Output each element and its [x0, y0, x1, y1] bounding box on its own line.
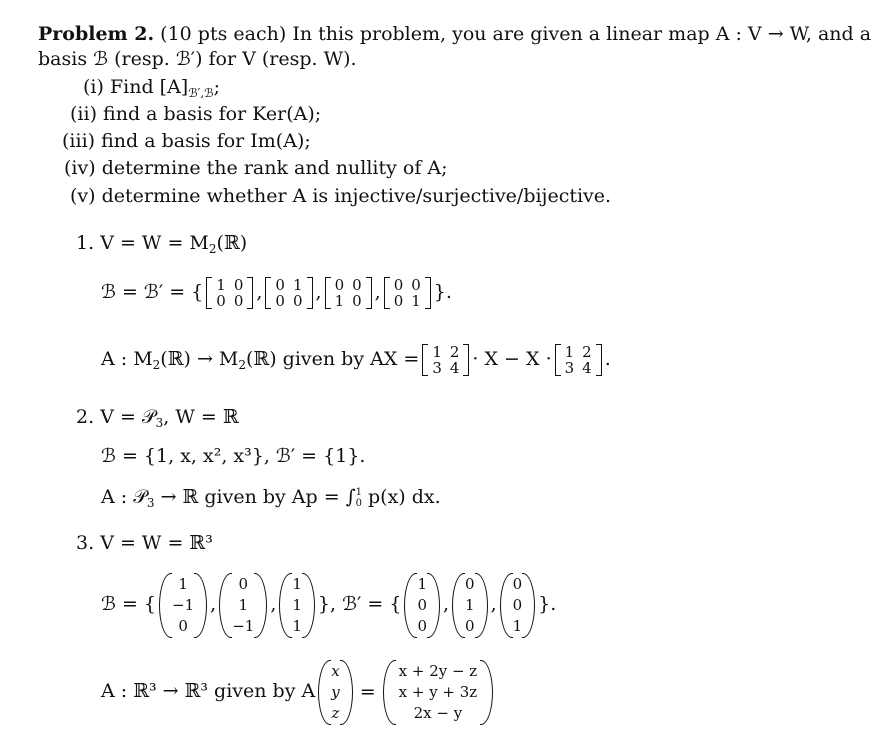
task-item	[70, 184, 611, 208]
part-number: 1.	[76, 232, 95, 254]
basis-matrix	[265, 277, 312, 309]
input-vector	[318, 661, 352, 724]
matrix-entry: 2	[449, 343, 460, 361]
part2-basis-text: ℬ = {1, x, x², x³}, ℬ′ = {1}.	[101, 445, 366, 467]
header-text-2: basis ℬ (resp. ℬ′) for V (resp. W).	[38, 48, 357, 70]
matrix-entry: −1	[232, 616, 255, 635]
matrix-entry: 0	[238, 574, 249, 593]
part-number: 3.	[76, 532, 95, 554]
task-number: (v)	[70, 185, 96, 207]
matrix-entry: 0	[411, 276, 421, 294]
matrix-entry: x	[331, 661, 340, 680]
part1-basis-rhs: }.	[433, 281, 452, 303]
task-item	[70, 102, 321, 126]
header-text-1: In this problem, you are given a linear map A : V → W, and a	[292, 23, 872, 45]
matrix-entry: 0	[465, 616, 475, 635]
part3-basis-rhs: }.	[538, 593, 557, 615]
map-matrix-left	[422, 344, 469, 376]
basis-vector	[452, 574, 488, 637]
matrix-entry: 0	[334, 276, 345, 294]
matrix-entry: 0	[417, 595, 427, 614]
part1-map-end: .	[604, 348, 611, 370]
matrix-entry: 0	[393, 292, 404, 310]
task-text: determine the rank and nullity of A;	[101, 157, 448, 179]
part3-map	[101, 650, 496, 733]
basis-vector	[500, 574, 536, 637]
part1-map-mid: (ℝ) → M	[160, 348, 239, 370]
part1-map-sub1: 2	[152, 358, 161, 372]
matrix-entry: 1	[292, 276, 303, 294]
part2-map-lhs: A : 𝒫	[101, 486, 147, 508]
matrix-entry: −1	[172, 595, 195, 614]
part2-map-rest: → ℝ given by Ap = ∫	[154, 486, 356, 508]
task-text: determine whether A is injective/surjective/bijective.	[101, 185, 612, 207]
part1-basis-lhs: ℬ = ℬ′ = {	[101, 281, 204, 303]
task-item	[83, 75, 220, 105]
problem-header-line1	[38, 22, 871, 46]
part1-field: (ℝ)	[216, 232, 248, 254]
matrix-entry: 0	[233, 292, 244, 310]
matrix-entry: 1	[238, 595, 249, 614]
matrix-entry: 1	[564, 343, 575, 361]
matrix-entry: 0	[512, 574, 523, 593]
part2-space-sub: 3	[155, 416, 164, 430]
matrix-entry: 1	[178, 574, 188, 593]
basis-matrix	[325, 277, 372, 309]
task-tail: ;	[213, 76, 221, 98]
matrix-entry: 0	[292, 292, 303, 310]
matrix-entry: 0	[275, 292, 285, 310]
basis-vector	[219, 574, 267, 637]
matrix-entry: 0	[417, 616, 427, 635]
task-item	[64, 156, 448, 180]
matrix-entry: 0	[275, 276, 285, 294]
basis-vector	[159, 574, 207, 637]
part2-map-end: p(x) dx.	[361, 486, 441, 508]
matrix-entry: 1	[216, 276, 226, 294]
basis-vector	[404, 574, 440, 637]
points-note: (10 pts each)	[160, 23, 287, 45]
matrix-entry: 2	[582, 343, 592, 361]
part1-map-lhs: A : M	[101, 348, 153, 370]
part1-map-between: · X − X ·	[472, 348, 552, 370]
part2-space	[76, 405, 239, 435]
part1-map-sub2: 2	[238, 358, 247, 372]
matrix-entry: 0	[465, 574, 475, 593]
part1-map-rest: (ℝ) given by AX =	[246, 348, 420, 370]
matrix-entry: 0	[233, 276, 244, 294]
problem-label: Problem 2.	[38, 23, 155, 45]
matrix-entry: 4	[582, 359, 592, 377]
part2-basis	[101, 444, 365, 468]
part3-basis-mid: }, ℬ′ = {	[317, 593, 402, 615]
output-vector	[383, 661, 494, 724]
matrix-entry: 1	[465, 595, 475, 614]
matrix-entry: 0	[512, 595, 523, 614]
task-subscript: ℬ′,ℬ	[188, 86, 214, 100]
part1-space-text: V = W = M	[100, 232, 209, 254]
matrix-entry: y	[331, 682, 340, 701]
task-text: find a basis for Ker(A);	[103, 103, 322, 125]
matrix-entry: 1	[417, 574, 427, 593]
matrix-entry: x + y + 3z	[398, 682, 478, 701]
part1-space	[76, 231, 247, 261]
matrix-entry: 1	[432, 343, 442, 361]
task-number: (iii)	[62, 130, 96, 152]
matrix-entry: x + 2y − z	[398, 661, 478, 680]
part3-basis-lhs: ℬ = {	[101, 593, 157, 615]
problem-header-line2	[38, 47, 357, 71]
integral-upper: 1	[355, 487, 362, 498]
basis-matrix	[384, 277, 431, 309]
part3-basis: ℬ = { 1 −1 0 , 0 1 −1 , 1 1 1 }, ℬ′ = { 1 0 0 , 0 1 0 , 0 0 1 }.	[101, 574, 557, 635]
matrix-entry: 1	[334, 292, 345, 310]
task-text: find a basis for Im(A);	[101, 130, 311, 152]
task-text: Find [A]	[109, 76, 189, 98]
task-number: (ii)	[70, 103, 97, 125]
matrix-entry: 3	[432, 359, 442, 377]
matrix-entry: 1	[292, 574, 302, 593]
task-number: (i)	[83, 76, 104, 98]
part2-space-text: V = 𝒫	[100, 406, 156, 428]
matrix-entry: 1	[411, 292, 421, 310]
basis-vector	[279, 574, 315, 637]
part3-map-lhs: A : ℝ³ → ℝ³ given by A	[101, 680, 316, 702]
map-matrix-right	[555, 344, 602, 376]
matrix-entry: 1	[292, 616, 302, 635]
matrix-entry: 1	[292, 595, 302, 614]
matrix-entry: 0	[352, 292, 362, 310]
matrix-entry: 2x − y	[413, 703, 463, 722]
part3-space	[76, 531, 213, 555]
equals-sign: =	[359, 681, 376, 703]
matrix-entry: 3	[564, 359, 575, 377]
basis-matrix	[206, 277, 253, 309]
part2-space-rest: , W = ℝ	[163, 406, 239, 428]
integral-lower: 0	[355, 498, 362, 509]
part1-basis: ℬ = ℬ′ = { 1 0 0 0 , 0 1 0 0 , 0 0 1 0 , 0 0 0 1 }.	[101, 276, 452, 310]
matrix-entry: 0	[393, 276, 404, 294]
matrix-entry: z	[331, 703, 340, 722]
part2-map	[101, 485, 441, 515]
task-item	[62, 129, 311, 153]
part2-map-sub: 3	[146, 496, 155, 510]
part-number: 2.	[76, 406, 95, 428]
matrix-entry: 4	[449, 359, 460, 377]
part1-space-sub: 2	[208, 242, 217, 256]
part3-space-text: V = W = ℝ³	[100, 532, 213, 554]
matrix-entry: 0	[178, 616, 188, 635]
matrix-entry: 1	[512, 616, 523, 635]
part1-map	[101, 337, 611, 387]
matrix-entry: 0	[216, 292, 226, 310]
task-number: (iv)	[64, 157, 96, 179]
matrix-entry: 0	[352, 276, 362, 294]
